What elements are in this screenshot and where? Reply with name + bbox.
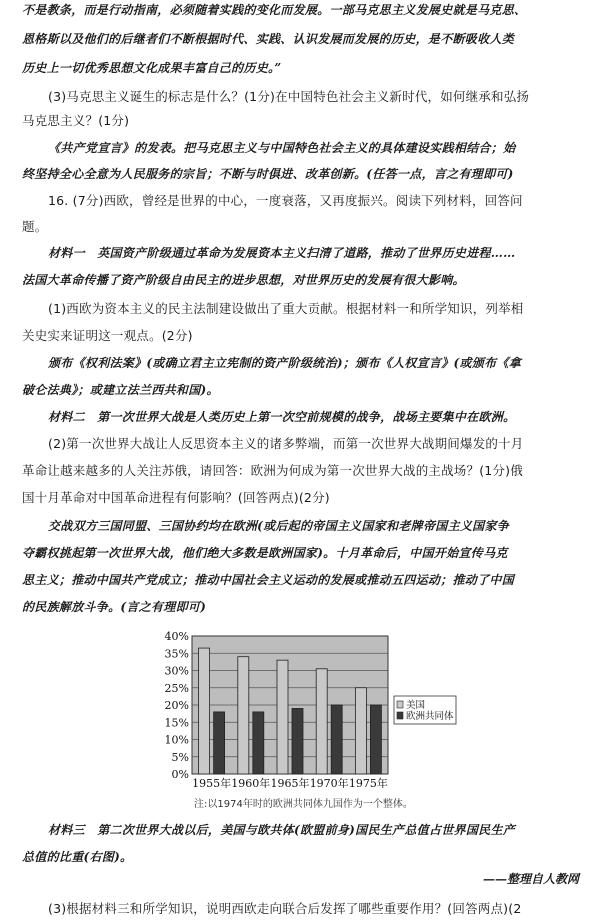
answer-2-line-2: 夺霸权挑起第一次世界大战，他们绝大多数是欧洲国家)。十月革命后，中国开始宣传马克 xyxy=(22,546,508,560)
answer-2-line-3: 思主义；推动中国共产党成立；推动中国社会主义运动的发展或推动五四运动；推动了中国 xyxy=(22,573,515,587)
source-citation: ——整理自人教网 xyxy=(482,872,579,886)
answer-2-line-1: 交战双方三国同盟、三国协约均在欧洲(或后起的帝国主义国家和老牌帝国主义国家争 xyxy=(48,519,510,533)
text-line: 恩格斯以及他们的后继者们不断根据时代、实践、认识发展而发展的历史，是不断吸收人类 xyxy=(22,32,515,46)
sub-question-2-line-2: 革命让越来越多的人关注苏俄，请回答：欧洲为何成为第一次世界大战的主战场？(1分)俄 xyxy=(22,463,523,478)
question-16-line-1: 16. (7分)西欧，曾经是世界的中心，一度衰落，又再度振兴。阅读下列材料，回答问 xyxy=(48,193,523,208)
answer-1-line-2: 破仑法典》；或建立法兰西共和国)。 xyxy=(22,383,219,397)
question-16-line-2: 题。 xyxy=(22,219,48,234)
y-tick-label: 30% xyxy=(164,664,189,678)
y-tick-label: 10% xyxy=(164,733,189,747)
material-2-line: 材料二 第一次世界大战是人类历史上第一次空前规模的战争，战场主要集中在欧洲。 xyxy=(48,410,516,424)
sub-question-1-line-2: 关史实来证明这一观点。(2分) xyxy=(22,328,193,343)
y-tick-label: 20% xyxy=(164,699,189,712)
x-tick-label: 1970年 xyxy=(309,777,349,788)
chart-note: 注:以1974年时的欧洲共同体九国作为一个整体。 xyxy=(194,799,413,810)
text-line: 历史上一切优秀思想文化成果丰富自己的历史。” xyxy=(22,61,282,75)
answer-3-line-2: 终坚持全心全意为人民服务的宗旨；不断与时俱进、改革创新。(任答一点，言之有理即可) xyxy=(22,167,514,181)
material-1-line-1: 材料一 英国资产阶级通过革命为发展资本主义扫清了道路，推动了世界历史进程…… xyxy=(48,246,516,260)
question-3-line-1: (3)马克思主义诞生的标志是什么？(1分)在中国特色社会主义新时代，如何继承和弘扬 xyxy=(48,89,530,104)
question-3-line-2: 马克思主义？(1分) xyxy=(22,113,130,128)
x-tick-label: 1975年 xyxy=(348,777,388,788)
material-1-line-2: 法国大革命传播了资产阶级自由民主的进步思想，对世界历史的发展有很大影响。 xyxy=(22,273,465,287)
bar-us xyxy=(238,657,249,774)
material-3-line-1: 材料三 第二次世界大战以后，美国与欧共体(欧盟前身)国民生产总值占世界国民生产 xyxy=(48,823,516,837)
sub-question-3-line: (3)根据材料三和所学知识，说明西欧走向联合后发挥了哪些重要作用？(回答两点)(2 xyxy=(48,901,522,916)
sub-question-2-line-1: (2)第一次世界大战让人反思资本主义的诸多弊端，而第一次世界大战期间爆发的十月 xyxy=(48,436,524,451)
bar-ec xyxy=(214,712,225,774)
x-tick-label: 1960年 xyxy=(231,777,271,788)
text-line: 不是教条，而是行动指南，必须随着实践的变化而发展。一部马克思主义发展史就是马克思、 xyxy=(22,3,527,17)
answer-3-line-1: 《共产党宣言》的发表。把马克思主义与中国特色社会主义的具体建设实践相结合；始 xyxy=(48,141,516,155)
answer-1-line-1: 颁布《权利法案》(或确立君主立宪制的资产阶级统治)；颁布《人权宣言》(或颁布《拿 xyxy=(48,356,522,370)
answer-2-line-4: 的民族解放斗争。(言之有理即可) xyxy=(22,600,207,614)
sub-question-1-line-1: (1)西欧为资本主义的民主法制建设做出了重大贡献。根据材料一和所学知识，列举相 xyxy=(48,301,524,316)
y-tick-label: 35% xyxy=(164,647,189,661)
bar-ec xyxy=(292,708,303,774)
y-tick-label: 40% xyxy=(164,630,189,643)
y-tick-label: 25% xyxy=(164,681,189,695)
legend-swatch xyxy=(397,701,403,708)
bar-ec xyxy=(253,712,264,774)
bar-us xyxy=(277,660,288,774)
legend-label: 欧洲共同体 xyxy=(406,711,454,722)
material-3-line-2: 总值的比重(右图)。 xyxy=(22,850,133,864)
y-tick-label: 5% xyxy=(171,750,189,764)
sub-question-2-line-3: 国十月革命对中国革命进程有何影响？(回答两点)(2分) xyxy=(22,490,330,505)
bar-us xyxy=(316,669,327,774)
legend-label: 美国 xyxy=(406,700,426,711)
bar-us xyxy=(199,648,210,774)
legend-swatch xyxy=(397,712,403,719)
gnp-share-bar-chart xyxy=(158,628,458,788)
y-tick-label: 0% xyxy=(171,768,189,781)
x-tick-label: 1955年 xyxy=(192,777,232,788)
y-tick-label: 15% xyxy=(164,716,189,730)
bar-us xyxy=(355,688,366,774)
bar-ec xyxy=(331,705,342,774)
x-tick-label: 1965年 xyxy=(270,777,310,788)
bar-ec xyxy=(370,705,381,774)
